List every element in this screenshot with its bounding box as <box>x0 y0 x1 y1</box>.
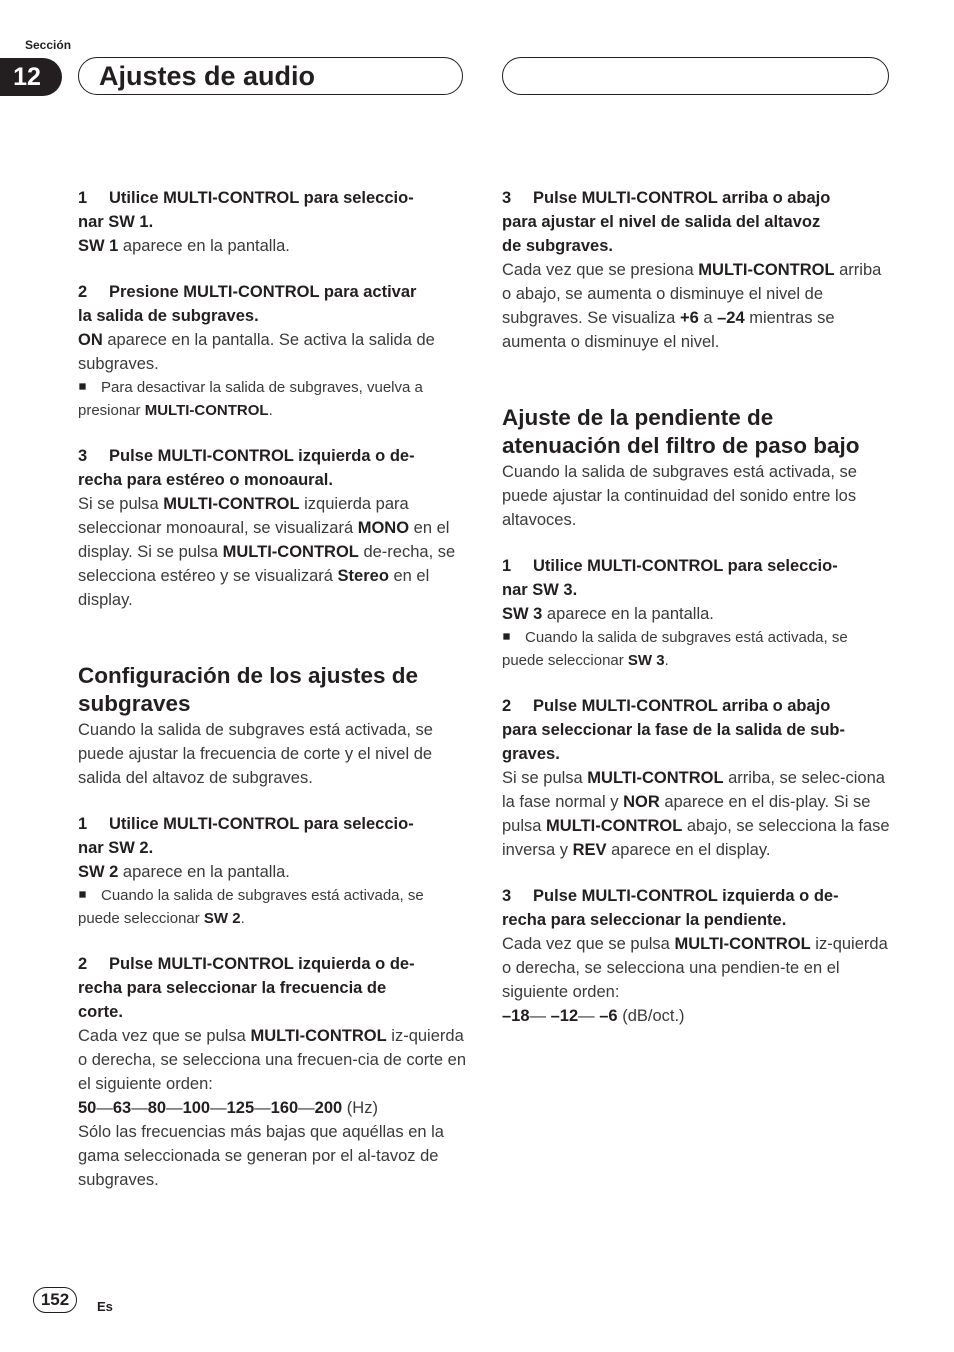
step-heading: 3 Pulse MULTI-CONTROL izquierda o de- recha para seleccionar la pendiente. <box>502 887 839 929</box>
right-column <box>502 186 890 1028</box>
step-body: SW 2 aparece en la pantalla. <box>78 863 290 881</box>
note: Cuando la salida de subgraves está activada, se puede seleccionar SW 3. <box>502 629 848 669</box>
page-title: Ajustes de audio <box>99 61 316 91</box>
page-number: 152 <box>33 1287 77 1313</box>
step-body: SW 1 aparece en la pantalla. <box>78 237 290 255</box>
bullet-icon <box>79 891 85 897</box>
section-intro: Cuando la salida de subgraves está activada, se puede ajustar la continuidad del sonido entre los altavoces. <box>502 463 857 529</box>
empty-header-box <box>502 57 889 95</box>
section-number-badge: 12 <box>0 58 62 96</box>
left-column <box>78 186 466 1192</box>
bullet-icon <box>503 633 509 639</box>
step-body: SW 3 aparece en la pantalla. <box>502 605 714 623</box>
step-body: Cada vez que se pulsa MULTI-CONTROL iz-quierda o derecha, se selecciona una pendien-te en el siguiente orden: <box>502 935 888 1001</box>
section-label: Sección <box>25 38 72 52</box>
step-heading: 1 Utilice MULTI-CONTROL para seleccio- nar SW 1. <box>78 189 414 231</box>
frequency-sequence: 50—63—80—100—125—160—200 (Hz) <box>78 1099 378 1117</box>
step-body: Cada vez que se presiona MULTI-CONTROL arriba o abajo, se aumenta o disminuye el nivel de subgraves. Se visualiza +6 a –24 mientras se aumenta o disminuye el nivel. <box>502 261 882 351</box>
slope-sequence: –18— –12— –6 (dB/oct.) <box>502 1007 685 1025</box>
section-heading: Ajuste de la pendiente de atenuación del filtro de paso bajo <box>502 405 860 458</box>
language-code: Es <box>97 1299 113 1314</box>
step-body: Sólo las frecuencias más bajas que aquéllas en la gama seleccionada se generan por el al-tavoz de subgraves. <box>78 1123 444 1189</box>
step-heading: 1 Utilice MULTI-CONTROL para seleccio- nar SW 2. <box>78 815 414 857</box>
step-body: Cada vez que se pulsa MULTI-CONTROL iz-quierda o derecha, se selecciona una frecuen-cia de corte en el siguiente orden: <box>78 1027 466 1093</box>
step-body: Si se pulsa MULTI-CONTROL arriba, se selec-ciona la fase normal y NOR aparece en el dis-play. Si se pulsa MULTI-CONTROL abajo, se selecciona la fase inversa y REV aparece en el display. <box>502 769 890 859</box>
step-heading: 2 Pulse MULTI-CONTROL arriba o abajo para seleccionar la fase de la salida de sub- graves. <box>502 697 845 763</box>
section-intro: Cuando la salida de subgraves está activada, se puede ajustar la frecuencia de corte y el nivel de salida del altavoz de subgraves. <box>78 721 433 787</box>
bullet-icon <box>79 383 85 389</box>
step-heading: 1 Utilice MULTI-CONTROL para seleccio- nar SW 3. <box>502 557 838 599</box>
step-body: ON aparece en la pantalla. Se activa la salida de subgraves. <box>78 331 435 373</box>
step-heading: 2 Pulse MULTI-CONTROL izquierda o de- recha para seleccionar la frecuencia de corte. <box>78 955 415 1021</box>
section-heading: Configuración de los ajustes de subgraves <box>78 663 419 716</box>
step-heading: 2 Presione MULTI-CONTROL para activar la salida de subgraves. <box>78 283 417 325</box>
step-heading: 3 Pulse MULTI-CONTROL izquierda o de- recha para estéreo o monoaural. <box>78 447 415 489</box>
step-heading: 3 Pulse MULTI-CONTROL arriba o abajo para ajustar el nivel de salida del altavoz de subgraves. <box>502 189 831 255</box>
step-body: Si se pulsa MULTI-CONTROL izquierda para seleccionar monoaural, se visualizará MONO en el display. Si se pulsa MULTI-CONTROL de-recha, se selecciona estéreo y se visualizará Stereo en el display. <box>78 495 456 609</box>
note: Cuando la salida de subgraves está activada, se puede seleccionar SW 2. <box>78 887 424 927</box>
note: Para desactivar la salida de subgraves, vuelva a presionar MULTI-CONTROL. <box>78 379 423 419</box>
page-title-box <box>78 57 463 95</box>
